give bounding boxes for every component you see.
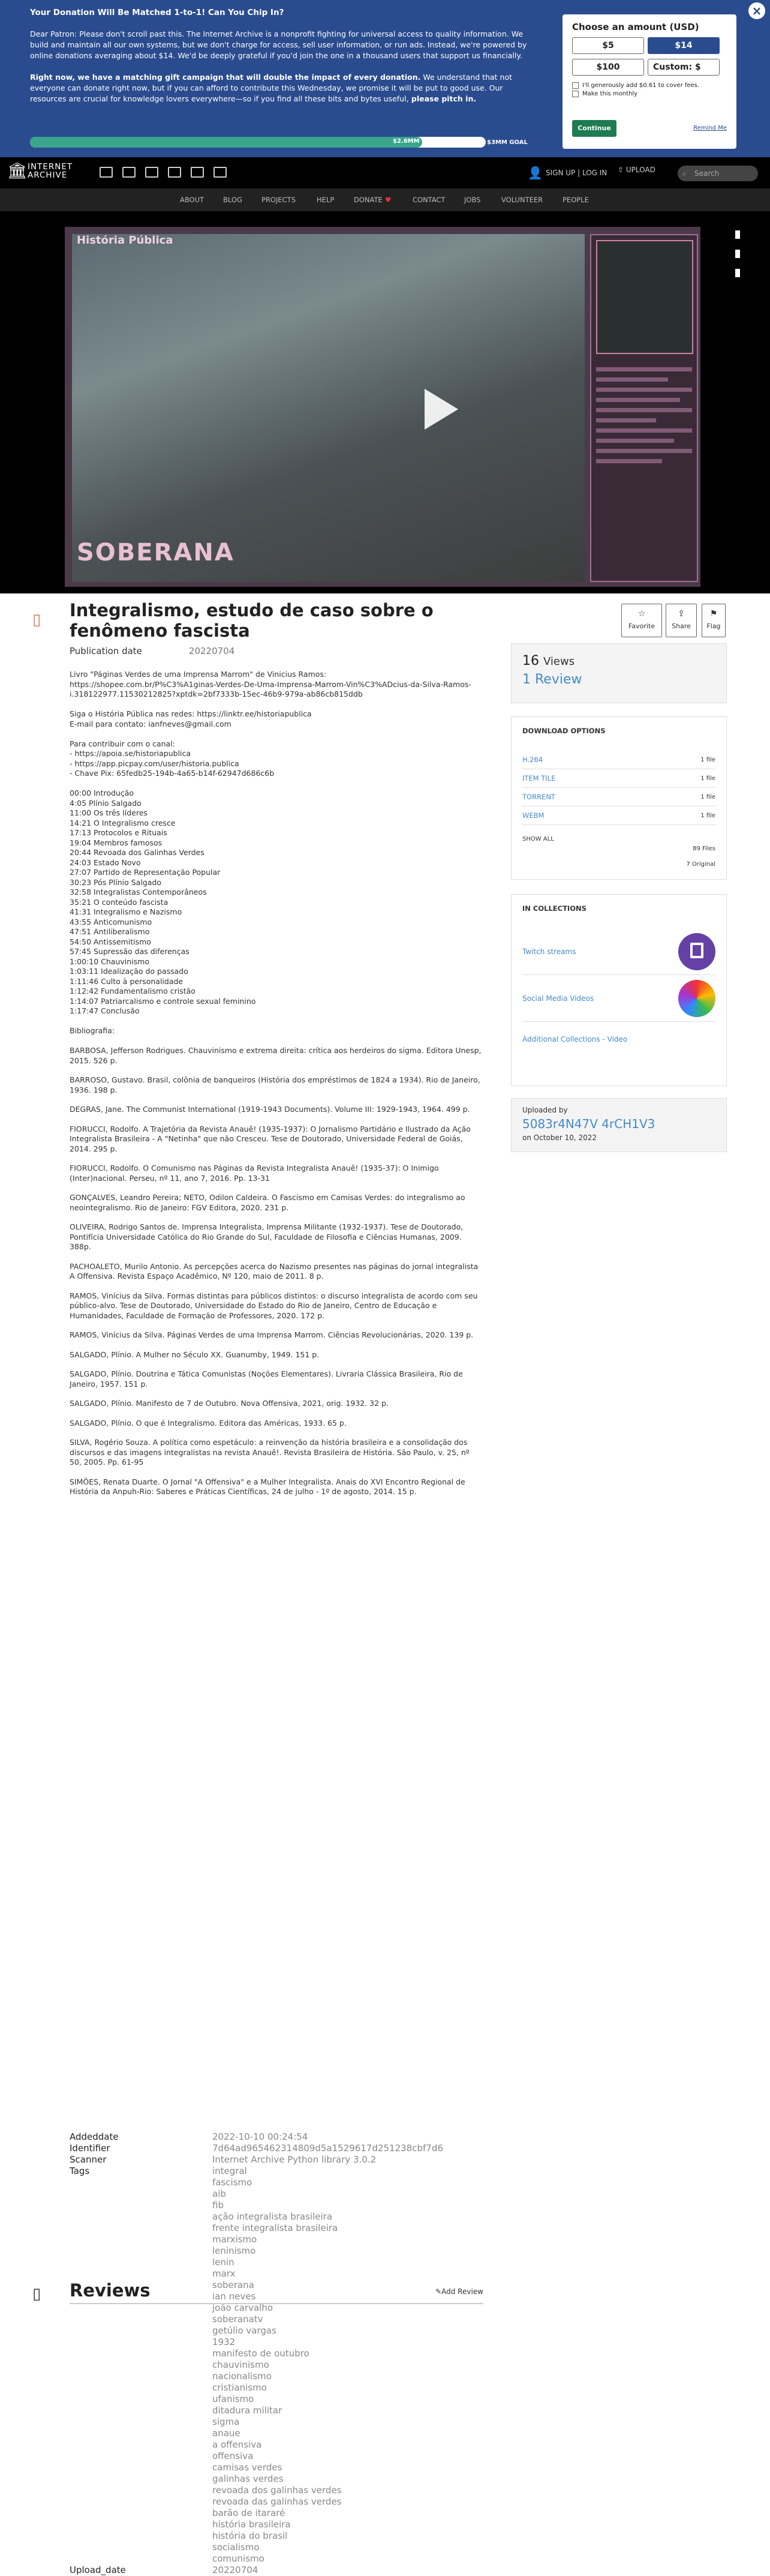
files-total: 89 Files <box>693 845 715 852</box>
amount-5-button[interactable]: $5 <box>572 37 644 54</box>
chapter-entry: 17:13 Protocolos e Rituais <box>70 828 167 837</box>
reviews-heading: Reviews <box>70 2280 151 2301</box>
collections-panel <box>511 894 727 1086</box>
tag-link[interactable]: marxismo <box>212 2234 257 2245</box>
collection-item[interactable] <box>522 975 715 1022</box>
files-original: 7 Original <box>686 861 715 868</box>
tag-link[interactable]: chauvinismo <box>212 2359 269 2370</box>
bibliography-entry: BARROSO, Gustavo. Brasil, colônia de banqueiros (História dos empréstimos de 1824 a 1934). Rio de Janeiro, 1936. 198 p. <box>70 1075 480 1094</box>
download-row[interactable] <box>522 788 715 806</box>
continue-button[interactable]: Continue <box>572 120 616 137</box>
tag-link[interactable]: anaue <box>212 2428 240 2439</box>
metadata-key: Tags <box>70 2166 90 2176</box>
internet-archive-logo[interactable] <box>7 162 73 180</box>
metadata-value: 7d64ad965462314809d5a1529617d251238cbf7d6 <box>212 2143 443 2154</box>
close-banner-button[interactable]: × <box>748 2 765 19</box>
play-icon[interactable] <box>425 389 458 430</box>
tag-link[interactable]: camisas verdes <box>212 2462 282 2473</box>
video-player[interactable] <box>65 227 700 587</box>
views-panel <box>511 643 727 703</box>
pencil-icon: ✎ <box>435 2287 442 2296</box>
chapter-entry: 54:50 Antissemitismo <box>70 937 151 946</box>
tag-link[interactable]: comunismo <box>212 2553 264 2564</box>
collections-title: IN COLLECTIONS <box>522 904 586 913</box>
download-file-count: 1 file <box>700 756 715 763</box>
donation-paragraph-2 <box>30 72 534 104</box>
bibliography-entry: FIORUCCI, Rodolfo. A Trajetória da Revista Anauê! (1935-1937): O Jornalismo Partidário e Ilustrado da Ação Integralista Brasileira - A "Netinha" que não Cresceu. Tese de Doutorado, Universidade Federal de Goiás, 2014. 295 p. <box>70 1124 471 1153</box>
publication-date-value[interactable]: 20220704 <box>188 646 235 656</box>
chapter-entry: 32:58 Integralistas Contemporâneos <box>70 887 207 896</box>
nav-jobs[interactable]: JOBS <box>464 196 481 204</box>
images-icon[interactable] <box>213 167 227 178</box>
bibliography-entry: SALGADO, Plínio. A Mulher no Século XX. Guanumby, 1949. 151 p. <box>70 1350 320 1359</box>
movies-media-icon: ▯ <box>32 611 41 629</box>
social-media-logo-icon[interactable] <box>678 980 715 1017</box>
uploaded-by-label: Uploaded by <box>522 1106 568 1114</box>
chapter-entry: 30:23 Pós Plínio Salgado <box>70 877 161 887</box>
upload-date: on October 10, 2022 <box>522 1133 597 1142</box>
twitch-logo-icon[interactable] <box>678 933 715 970</box>
software-icon[interactable] <box>191 167 204 178</box>
nav-blog[interactable]: BLOG <box>223 196 242 204</box>
chapter-entry: 43:55 Anticomunismo <box>70 917 152 926</box>
tag-link[interactable]: ditadura militar <box>212 2405 282 2416</box>
cover-fees-label: I'll generously add $0.61 to cover fees. <box>582 82 700 89</box>
amount-options <box>572 37 727 80</box>
tag-link[interactable]: barão de itararé <box>212 2508 285 2518</box>
favorite-button[interactable] <box>621 604 662 637</box>
bibliography-entry: PACHOALETO, Murilo Antonio. As percepções acerca do Nazismo presentes nas páginas do jornal integralista A Offensiva. Revista Espaço Acadêmico, Nº 120, maio de 2011. 8 p. <box>70 1261 479 1280</box>
tag-link[interactable]: 1932 <box>212 2337 236 2347</box>
publication-date-label: Publication date <box>70 646 142 656</box>
nav-donate[interactable]: DONATE <box>354 196 383 204</box>
bibliography-list <box>70 1046 483 1497</box>
donation-paragraph-2-text: We understand that not everyone can donate right now, but if you can afford to contribute this Wednesday, we promise it will be put to good use. Our resources are crucial for knowledge lovers everywhere—so if you find all these bits and bytes useful, <box>30 73 512 103</box>
additional-collections-link[interactable]: Additional Collections - Video <box>522 1035 628 1043</box>
download-format-link[interactable]: ITEM TILE <box>522 774 556 782</box>
nav-projects[interactable]: PROJECTS <box>261 196 296 204</box>
item-description <box>70 670 483 1507</box>
file-counts <box>522 841 715 872</box>
metadata-identifier <box>70 2143 483 2154</box>
chapter-entry: 4:05 Plínio Salgado <box>70 798 142 808</box>
chapter-entry: 1:12:42 Fundamentalismo cristão <box>70 986 195 995</box>
tag-link[interactable]: manifesto de outubro <box>212 2348 309 2359</box>
reviews-section <box>70 2280 483 2304</box>
chapter-entry: 11:00 Os três líderes <box>70 808 148 817</box>
download-options-title: DOWNLOAD OPTIONS <box>522 727 606 735</box>
donation-banner <box>0 0 770 157</box>
user-avatar-icon: 👤 <box>528 166 543 180</box>
download-row[interactable] <box>522 806 715 825</box>
flag-icon: ⚑ <box>709 609 718 619</box>
bibliography-heading: Bibliografia: <box>70 1026 115 1035</box>
tag-link[interactable]: aib <box>212 2188 226 2199</box>
reviews-link[interactable]: 1 Review <box>522 672 582 687</box>
metadata-tags <box>70 2166 483 2565</box>
uploader-link[interactable]: 5083r4N47V 4rCH1V3 <box>522 1117 655 1131</box>
tag-link[interactable]: soberana <box>212 2280 254 2290</box>
donate-heart-icon: ♥ <box>385 196 392 204</box>
tag-link[interactable]: frente integralista brasileira <box>212 2223 338 2233</box>
chapter-entry: 1:03:11 Idealização do passado <box>70 967 188 976</box>
amount-100-button[interactable]: $100 <box>572 59 644 76</box>
download-format-link[interactable]: TORRENT <box>522 793 555 801</box>
views-count-row <box>522 653 715 668</box>
upload-link[interactable] <box>618 166 655 174</box>
web-icon[interactable] <box>100 167 113 178</box>
monthly-label: Make this monthly <box>582 91 638 97</box>
metadata-value: 20220704 <box>212 2565 258 2575</box>
tag-link[interactable]: revoada das galinhas verdes <box>212 2496 342 2507</box>
chapter-entry: 1:14:07 Patriarcalismo e controle sexual feminino <box>70 996 256 1006</box>
signup-login-link[interactable] <box>528 166 607 180</box>
metadata-key: Identifier <box>70 2143 110 2154</box>
donation-paragraph-2-end: please pitch in. <box>408 94 477 103</box>
video-webcam-frame <box>596 240 693 354</box>
video-theater <box>0 211 770 593</box>
tag-link[interactable]: sigma <box>212 2416 240 2427</box>
nav-volunteer[interactable]: VOLUNTEER <box>501 196 543 204</box>
chapter-entry: 1:17:47 Conclusão <box>70 1006 140 1015</box>
remind-me-link[interactable]: Remind Me <box>693 125 727 131</box>
theater-side-icon-1[interactable] <box>735 230 740 239</box>
chapter-entry: 20:44 Revoada dos Galinhas Verdes <box>70 848 204 857</box>
chapter-entry: 00:00 Introdução <box>70 788 134 797</box>
nav-people[interactable]: PEOPLE <box>563 196 589 204</box>
texts-icon[interactable] <box>122 167 136 178</box>
search-input[interactable] <box>678 166 758 181</box>
item-metadata <box>70 2131 483 2576</box>
audio-icon[interactable] <box>168 167 181 178</box>
tag-link[interactable]: ian neves <box>212 2291 256 2302</box>
bibliography-entry: BARBOSA, Jefferson Rodrigues. Chauvinismo e extrema direita: crítica aos herdeiros do sigma. Editora Unesp, 2015. 526 p. <box>70 1046 482 1065</box>
description-book: Livro "Páginas Verdes de uma Imprensa Marrom" de Vinicius Ramos: https://shopee.com.br/P%C3%A1ginas-Verdes-De-Uma-Imprensa-Marrom-Vin%C3%ADcius-da-Silva-Ramos-i.318122977.11530212825?xptdk=2bf7333b-15ec-46b9-979a-ab86cb815ddb <box>70 670 471 698</box>
amount-chooser <box>563 14 736 149</box>
video-thumbnail <box>72 234 585 582</box>
download-list <box>522 751 715 825</box>
video-chat-panel <box>590 234 698 582</box>
donation-heading: Your Donation Will Be Matched 1-to-1! Can You Chip In? <box>30 8 284 17</box>
tag-list <box>212 2166 342 2565</box>
download-file-count: 1 file <box>700 793 715 800</box>
tag-link[interactable]: galinhas verdes <box>212 2473 284 2484</box>
theater-side-icon-2[interactable] <box>735 250 740 258</box>
theater-side-icon-3[interactable] <box>735 269 740 277</box>
uploader-panel <box>511 1098 727 1152</box>
amount-custom-input[interactable]: Custom: $ <box>648 59 720 76</box>
tag-link[interactable]: joão carvalho <box>212 2302 273 2313</box>
star-icon: ☆ <box>637 609 646 619</box>
bibliography-entry: FIORUCCI, Rodolfo. O Comunismo nas Páginas da Revista Integralista Anauê! (1935-37): O Inimigo (Inter)nacional. Perseu, nº 11, ano 7, 2016. Pp. 13-31 <box>70 1163 439 1183</box>
views-label: Views <box>543 655 575 668</box>
collection-item[interactable] <box>522 928 715 975</box>
share-icon: ⇪ <box>678 609 685 619</box>
search-placeholder: Search <box>694 169 720 178</box>
tag-link[interactable]: integral <box>212 2166 247 2176</box>
video-overlay-title: História Pública <box>77 234 173 247</box>
bibliography-entry: SALGADO, Plínio. Doutrina e Tática Comunistas (Noções Elementares). Livraria Clássica Brasileira, Rio de Janeiro, 1957. 151 p. <box>70 1369 463 1389</box>
chapter-list <box>70 788 483 1016</box>
nav-contact[interactable]: CONTACT <box>413 196 446 204</box>
favorite-label: Favorite <box>628 622 655 630</box>
tag-link[interactable]: fib <box>212 2200 224 2211</box>
chapter-entry: 1:00:10 Chauvinismo <box>70 956 149 966</box>
cover-fees-checkbox[interactable] <box>572 82 579 89</box>
publication-date <box>70 646 234 656</box>
logo-text <box>28 163 73 179</box>
nav-about[interactable]: ABOUT <box>180 196 204 204</box>
tag-link[interactable]: getúlio vargas <box>212 2325 276 2336</box>
share-button[interactable] <box>666 604 697 637</box>
tag-link[interactable]: offensiva <box>212 2451 254 2461</box>
metadata-key: Scanner <box>70 2154 107 2165</box>
donation-progress-fill <box>30 137 422 148</box>
chapter-entry: 47:51 Antiliberalismo <box>70 927 150 936</box>
collection-link[interactable]: Social Media Videos <box>522 994 594 1003</box>
metadata-value: Internet Archive Python library 3.0.2 <box>212 2154 377 2165</box>
show-all-link[interactable]: SHOW ALL <box>522 836 554 842</box>
bibliography-entry: RAMOS, Vinícius da Silva. Páginas Verdes de uma Imprensa Marrom. Ciências Revolucionárias, 2020. 139 p. <box>70 1330 474 1339</box>
tag-link[interactable]: ação integralista brasileira <box>212 2211 333 2222</box>
flag-label: Flag <box>706 622 721 630</box>
download-file-count: 1 file <box>700 775 715 782</box>
tag-link[interactable]: soberanatv <box>212 2314 263 2325</box>
bibliography-entry: SALGADO, Plínio. Manifesto de 7 de Outubro. Nova Offensiva, 2021, orig. 1932. 32 p. <box>70 1399 389 1408</box>
description-social: Siga o História Pública nas redes: https://linktr.ee/historiapublica E-mail para contato: ianfneves@gmail.com <box>70 709 312 728</box>
search-icon: ⌕ <box>682 169 687 178</box>
item-title: Integralismo, estudo de caso sobre o fenômeno fascista <box>70 600 434 641</box>
chapter-entry: 27:07 Partido de Representação Popular <box>70 868 221 877</box>
tag-link[interactable]: a offensiva <box>212 2439 262 2450</box>
tag-link[interactable]: revoada dos galinhas verdes <box>212 2485 342 2496</box>
tag-link[interactable]: socialismo <box>212 2542 260 2553</box>
amount-14-button[interactable]: $14 <box>648 37 720 54</box>
tag-link[interactable]: história do brasil <box>212 2530 288 2541</box>
download-row[interactable] <box>522 769 715 788</box>
bibliography-entry: SILVA, Rogério Souza. A política como espetáculo: a reinvenção da história brasileira e a consolidação dos discursos e das imagens integralistas na revista Anauê!. Revista Brasileira de História. São Paulo, v. 25, nº 50, 2005. Pp. 61-95 <box>70 1438 470 1467</box>
download-format-link[interactable]: WEBM <box>522 811 545 820</box>
monthly-checkbox[interactable] <box>572 91 579 97</box>
metadata-addeddate <box>70 2131 483 2143</box>
views-count: 16 <box>522 653 539 668</box>
bibliography-entry: OLIVEIRA, Rodrigo Santos de. Imprensa Integralista, Imprensa Militante (1932-1937). Tese de Doutorado, Pontifícia Universidade Católica do Rio Grande do Sul, Faculdade de Filosofia e Ciências Humanas, 2009. 388p. <box>70 1222 464 1251</box>
download-row[interactable] <box>522 751 715 769</box>
secondary-navigation <box>0 188 770 211</box>
metadata-key: Addeddate <box>70 2131 119 2142</box>
chapter-entry: 14:21 O Integralismo cresce <box>70 818 176 827</box>
donation-paragraph-1: Dear Patron: Please don't scroll past this. The Internet Archive is a nonprofit fighting for universal access to quality information. We build and maintain all our own systems, but we don't charge for access, sell user information, or run ads. Instead, we're powered by online donations averaging about $14. We'd be deeply grateful if you'd join the one in a thousand users that support us financially. <box>30 29 527 60</box>
chapter-entry: 19:04 Membros famosos <box>70 838 163 847</box>
donation-progress-bar <box>30 137 486 148</box>
monthly-option[interactable] <box>572 91 727 97</box>
chapter-entry: 35:21 O conteúdo fascista <box>70 897 169 907</box>
chapter-entry: 41:31 Integralismo e Nazismo <box>70 907 182 916</box>
metadata-upload-date <box>70 2565 483 2576</box>
chapter-entry: 57:45 Supressão das diferenças <box>70 947 190 956</box>
collection-link[interactable]: Twitch streams <box>522 947 576 956</box>
donation-message <box>30 7 534 115</box>
bibliography-entry: SIMÕES, Renata Duarte. O Jornal "A Offensiva" e a Mulher Integralista. Anais do XVI Encontro Regional de História da Anpuh-Rio: Saberes e Práticas Científicas, 24 de julho - 1º de agosto, 2014. 15 p. <box>70 1477 465 1496</box>
tag-link[interactable]: lenin <box>212 2257 234 2268</box>
video-brand-watermark: SOBERANA <box>77 539 234 566</box>
amount-chooser-title: Choose an amount (USD) <box>572 22 699 32</box>
metadata-value: 2022-10-10 00:24:54 <box>212 2131 308 2142</box>
download-format-link[interactable]: H.264 <box>522 755 543 764</box>
nav-help[interactable]: HELP <box>317 196 335 204</box>
upload-arrow-icon: ⇧ <box>618 166 626 174</box>
share-label: Share <box>672 622 691 630</box>
archive-building-icon: 🏛 <box>7 162 28 180</box>
bibliography-entry: GONÇALVES, Leandro Pereira; NETO, Odilon Caldeira. O Fascismo em Camisas Verdes: do integralismo ao neointegralismo. Rio de Janeiro: FGV Editora, 2020. 231 p. <box>70 1193 465 1212</box>
reviews-icon: ▯ <box>32 2285 41 2303</box>
cover-fees-option[interactable] <box>572 82 727 89</box>
tag-link[interactable]: fascismo <box>212 2177 252 2188</box>
tag-link[interactable]: nacionalismo <box>212 2371 272 2382</box>
chapter-entry: 1:11:46 Culto à personalidade <box>70 976 184 986</box>
flag-button[interactable] <box>702 604 726 637</box>
bibliography-entry: RAMOS, Vinícius da Silva. Formas distintas para públicos distintos: o discurso integralista de acordo com seu público-alvo. Tese de Doutorado, Universidade do Estado do Rio de Janeiro, Centro de Educação e Humanidades, Faculdade de Formação de Professores, 2020. 172 p. <box>70 1291 478 1320</box>
logo-line-1: INTERNET <box>28 162 73 172</box>
tag-link[interactable]: leninismo <box>212 2245 256 2256</box>
donation-paragraph-2-bold: Right now, we have a matching gift campaign that will double the impact of every donation. <box>30 73 421 82</box>
tag-link[interactable]: história brasileira <box>212 2519 291 2530</box>
donation-goal: $3MM GOAL <box>487 139 528 146</box>
description-support: Para contribuir com o canal: - https://apoia.se/historiapublica - https://app.picpay.com/user/historia.publica - Chave Pix: 65fedb25-194b-4a65-b14f-62947d686c6b <box>70 739 275 778</box>
metadata-scanner <box>70 2154 483 2166</box>
donation-raised: $2.6MM <box>393 138 420 145</box>
signup-login-label: SIGN UP | LOG IN <box>546 169 607 177</box>
logo-line-2: ARCHIVE <box>28 170 68 180</box>
tag-link[interactable]: ufanismo <box>212 2394 254 2404</box>
add-review-label: Add Review <box>441 2287 483 2296</box>
add-review-button[interactable] <box>435 2287 483 2296</box>
video-icon[interactable] <box>145 167 158 178</box>
bibliography-entry: DEGRAS, Jane. The Communist International (1919-1943 Documents). Volume III: 1929-1943, 1964. 499 p. <box>70 1105 470 1114</box>
upload-label: UPLOAD <box>625 166 655 174</box>
download-file-count: 1 file <box>700 812 715 819</box>
top-navigation <box>0 157 770 188</box>
chapter-entry: 24:03 Estado Novo <box>70 857 141 867</box>
metadata-key: Upload_date <box>70 2565 126 2575</box>
bibliography-entry: SALGADO, Plínio. O que é Integralismo. Editora das Américas, 1933. 65 p. <box>70 1418 347 1428</box>
download-options-panel <box>511 716 727 880</box>
tag-link[interactable]: cristianismo <box>212 2382 267 2393</box>
tag-link[interactable]: marx <box>212 2268 236 2279</box>
